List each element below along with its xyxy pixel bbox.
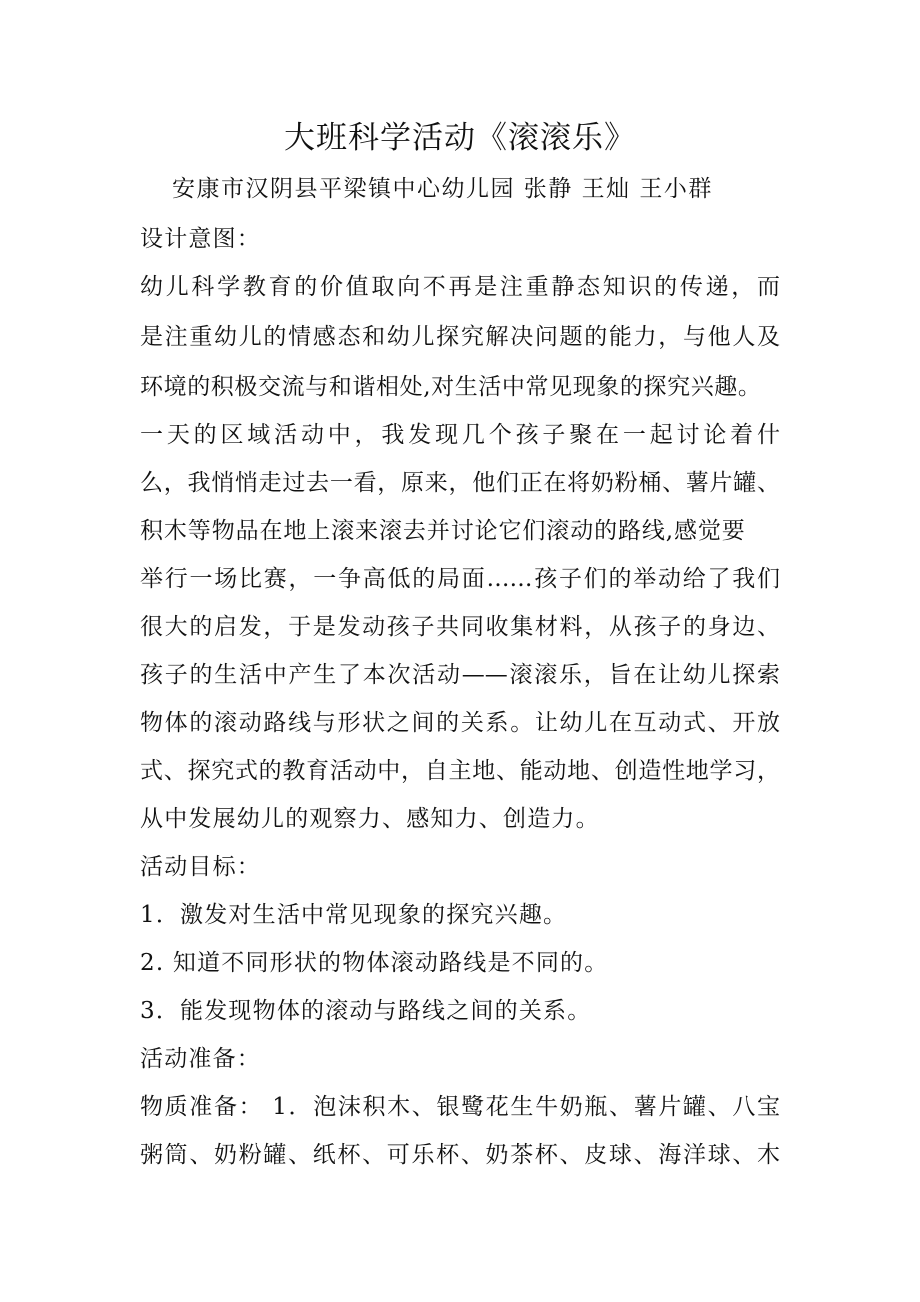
paragraph-line: 环境的积极交流与和谐相处,对生活中常见现象的探究兴趣。: [140, 374, 762, 400]
goal-item: 3．能发现物体的滚动与路线之间的关系。: [140, 998, 592, 1024]
paragraph-line: 一天的区域活动中，我发现几个孩子聚在一起讨论着什: [140, 422, 780, 448]
paragraph-line: 么，我悄悄走过去一看，原来，他们正在将奶粉桶、薯片罐、: [140, 470, 780, 496]
preparation-line: 粥筒、奶粉罐、纸杯、可乐杯、奶茶杯、皮球、海洋球、木: [140, 1142, 780, 1168]
paragraph-line: 孩子的生活中产生了本次活动——滚滚乐，旨在让幼儿探索: [140, 662, 780, 688]
preparation-line: 物质准备： 1．泡沫积木、银鹭花生牛奶瓶、薯片罐、八宝: [140, 1094, 780, 1120]
paragraph-line: 物体的滚动路线与形状之间的关系。让幼儿在互动式、开放: [140, 710, 780, 736]
paragraph-line: 很大的启发，于是发动孩子共同收集材料，从孩子的身边、: [140, 614, 780, 640]
author-line: 安康市汉阴县平梁镇中心幼儿园 张静 王灿 王小群: [172, 176, 713, 202]
paragraph-line: 是注重幼儿的情感态和幼儿探究解决问题的能力，与他人及: [140, 324, 780, 350]
paragraph-line: 积木等物品在地上滚来滚去并讨论它们滚动的路线,感觉要: [140, 518, 746, 544]
goal-item: 2. 知道不同形状的物体滚动路线是不同的。: [140, 950, 609, 976]
paragraph-line: 从中发展幼儿的观察力、感知力、创造力。: [140, 806, 600, 832]
paragraph-line: 式、探究式的教育活动中，自主地、能动地、创造性地学习，: [140, 758, 780, 784]
preparation-heading: 活动准备：: [140, 1046, 261, 1072]
paragraph-line: 幼儿科学教育的价值取向不再是注重静态知识的传递，而: [140, 274, 780, 300]
paragraph-line: 举行一场比赛，一争高低的局面……孩子们的举动给了我们: [140, 566, 780, 592]
goals-heading: 活动目标：: [140, 854, 261, 880]
design-intent-heading: 设计意图：: [140, 226, 261, 252]
goal-item: 1．激发对生活中常见现象的探究兴趣。: [140, 902, 568, 928]
document-title: 大班科学活动《滚滚乐》: [284, 120, 636, 156]
